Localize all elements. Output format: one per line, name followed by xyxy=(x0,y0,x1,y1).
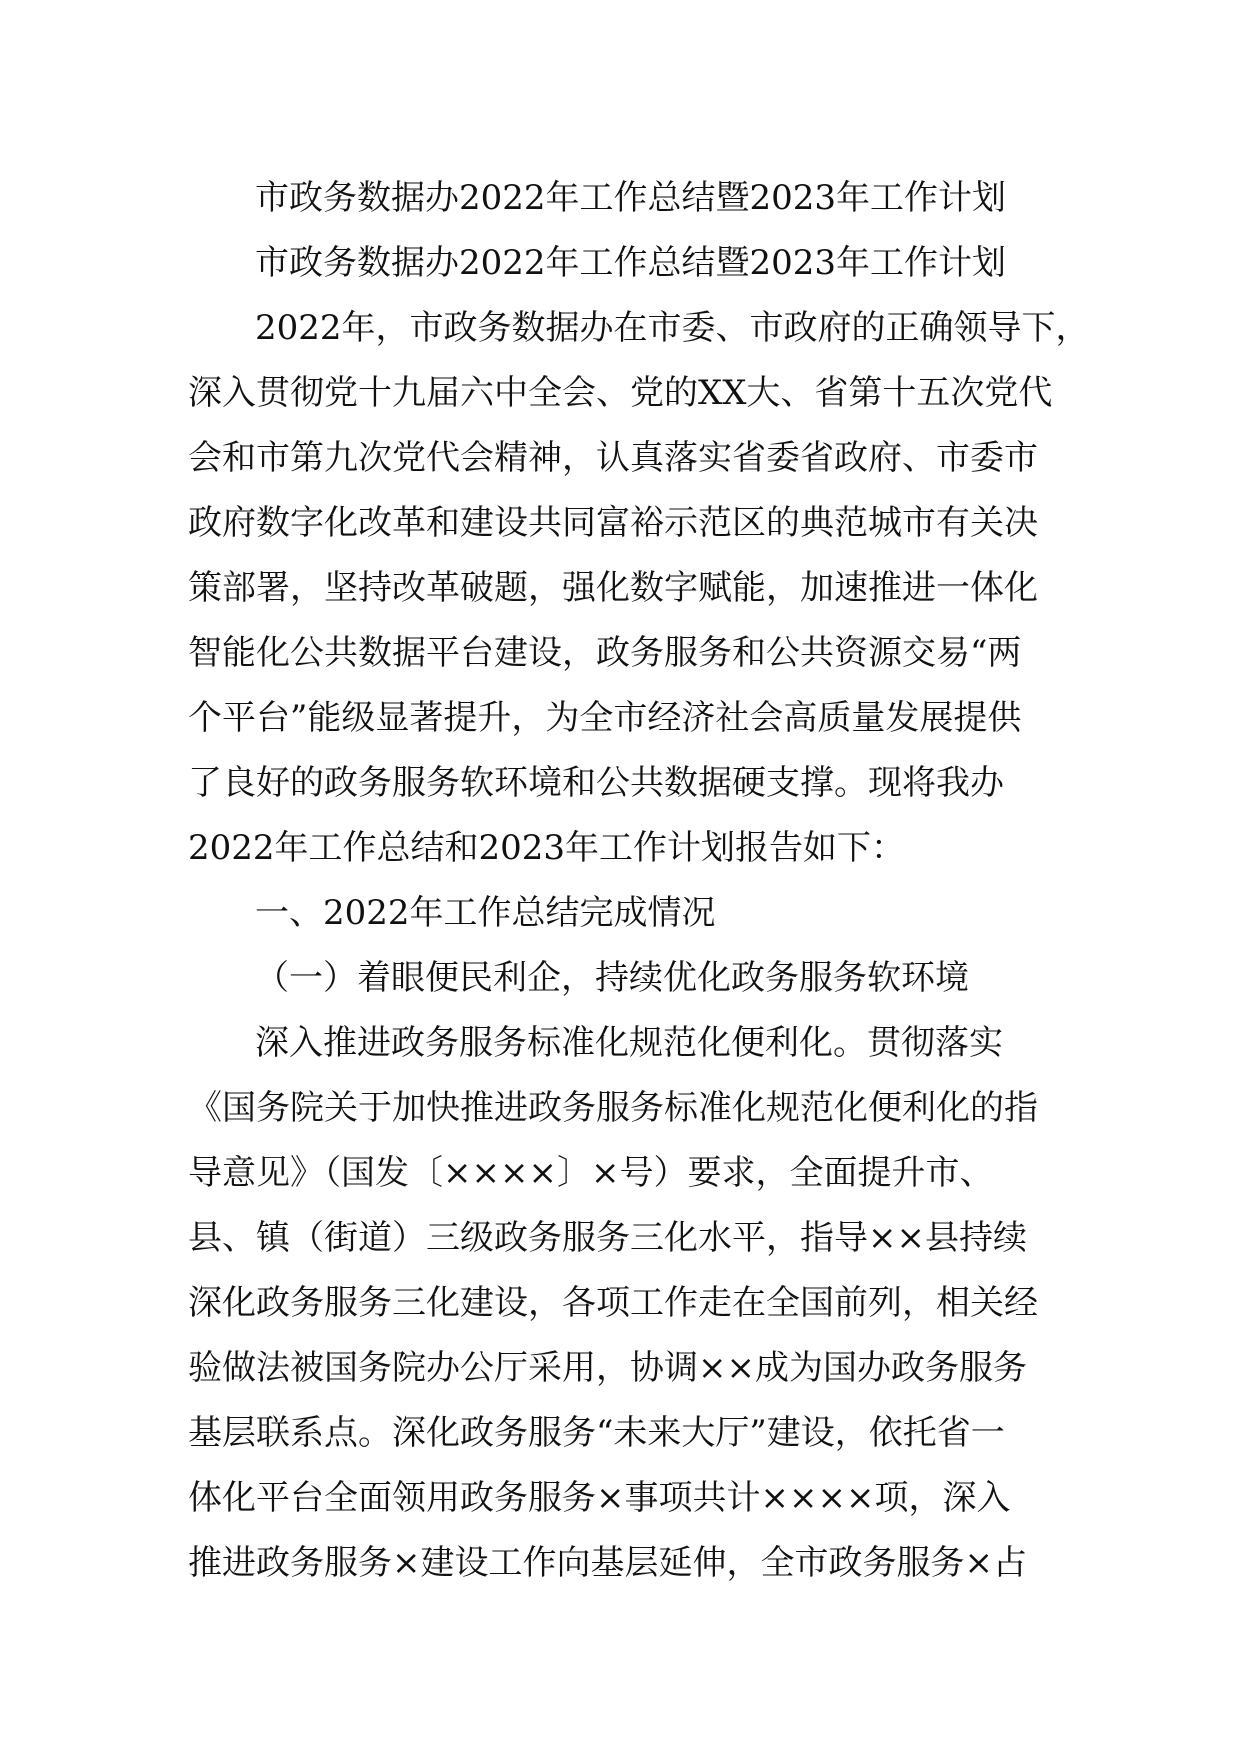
paragraph-line: 《国务院关于加快推进政务服务标准化规范化便利化的指 xyxy=(188,1088,1038,1128)
paragraph-line: 策部署，坚持改革破题，强化数字赋能，加速推进一体化 xyxy=(188,568,1038,608)
paragraph-line: 2022年，市政务数据办在市委、市政府的正确领导下， xyxy=(255,308,1090,348)
paragraph-line: 会和市第九次党代会精神，认真落实省委省政府、市委市 xyxy=(188,438,1038,478)
paragraph-line: 2022年工作总结和2023年工作计划报告如下： xyxy=(188,828,906,868)
paragraph-line: 深入推进政务服务标准化规范化便利化。贯彻落实 xyxy=(255,1023,1003,1063)
paragraph-line: 县、镇（街道）三级政务服务三化水平，指导××县持续 xyxy=(188,1218,1027,1258)
paragraph-line: 验做法被国务院办公厅采用，协调××成为国办政务服务 xyxy=(188,1348,1027,1388)
document-title: 市政务数据办2022年工作总结暨2023年工作计划 xyxy=(255,178,1007,218)
paragraph-line: 深入贯彻党十九届六中全会、党的XX大、省第十五次党代 xyxy=(188,373,1053,413)
document-body xyxy=(188,166,1090,1596)
subsection-heading: （一）着眼便民利企，持续优化政务服务软环境 xyxy=(255,958,969,998)
paragraph-line: 个平台”能级显著提升，为全市经济社会高质量发展提供 xyxy=(188,698,1022,738)
paragraph-line: 政府数字化改革和建设共同富裕示范区的典范城市有关决 xyxy=(188,503,1038,543)
paragraph-line: 体化平台全面领用政务服务×事项共计××××项，深入 xyxy=(188,1478,1011,1518)
paragraph-line: 基层联系点。深化政务服务“未来大厅”建设，依托省一 xyxy=(188,1413,1005,1453)
paragraph-line: 深化政务服务三化建设，各项工作走在全国前列，相关经 xyxy=(188,1283,1038,1323)
paragraph-line: 智能化公共数据平台建设，政务服务和公共资源交易“两 xyxy=(188,633,1022,673)
paragraph-line: 导意见》（国发〔××××〕×号）要求，全面提升市、 xyxy=(188,1153,994,1193)
section-heading: 一、2022年工作总结完成情况 xyxy=(255,893,716,933)
paragraph-line: 了良好的政务服务软环境和公共数据硬支撑。现将我办 xyxy=(188,763,1004,803)
document-title-repeat: 市政务数据办2022年工作总结暨2023年工作计划 xyxy=(255,243,1007,283)
paragraph-line: 推进政务服务×建设工作向基层延伸，全市政务服务×占 xyxy=(188,1543,1027,1583)
